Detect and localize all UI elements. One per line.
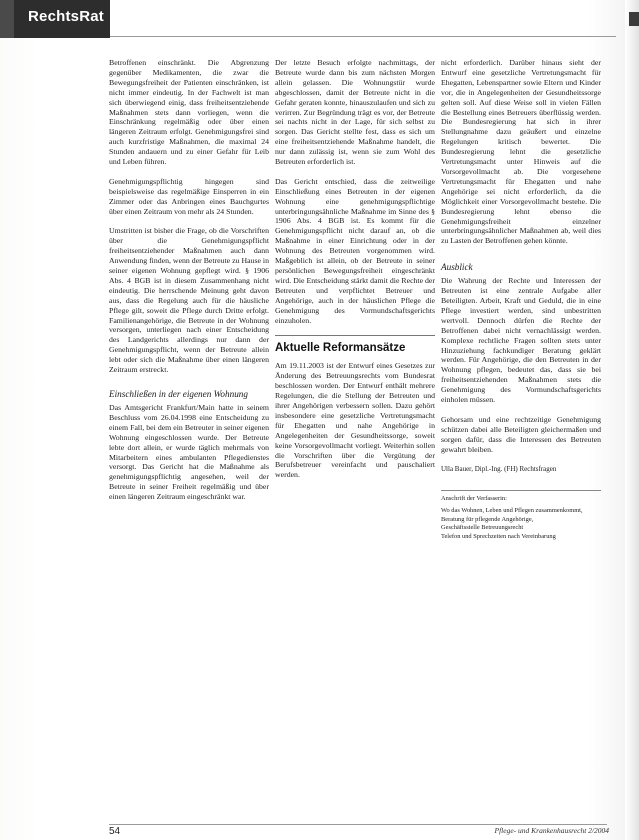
paragraph: Gehorsam und eine rechtzeitige Genehmigung schützen dabei alle Beteiligten gleichermaßen und sorgen dafür, dass die Interessen des Betreuten gewahrt bleiben. bbox=[441, 414, 601, 454]
paragraph: Die Wahrung der Rechte und Interessen der Betreuten ist eine zentrale Aufgabe aller Beteiligten. Arbeit, Kraft und Geduld, die in eine Pflege investiert werden, sind unbestritten wertvoll. Dennoch dürfen die Rechte der Betroffenen dabei nicht vernachlässigt werden. Komplexe rechtliche Fragen sollten stets unter Hinzuziehung fachkundiger Beratung geklärt werden. Für Angehörige, die den Betreuten in der Wohnung pflegen, bedeutet das, dass sie bei freiheitsentziehenden Maßnahmen stets die Genehmigung des Vormundschaftsgerichts einholen müssen. bbox=[441, 276, 601, 405]
paragraph: Das Amtsgericht Frankfurt/Main hatte in seinem Beschluss vom 26.04.1998 eine Entscheidung zu einem Fall, bei dem ein Betreuter in seiner eigenen Wohnung eingeschlossen wurde. Der Betreute lebte dort allein, er wurde täglich mehrmals von Mitarbeitern eines ambulanten Pflegedienstes versorgt. Das Gericht hat die Maßnahme als genehmigungspflichtig angesehen, weil der Betreute in seiner Freiheit regelmäßig und über einen längeren Zeitraum eingeschränkt war. bbox=[109, 402, 269, 502]
footnote-line: Beratung für pflegende Angehörige, bbox=[441, 515, 534, 523]
footnote-line: Telefon und Sprechzeiten nach Vereinbarung bbox=[441, 532, 556, 540]
footer-rule bbox=[109, 824, 607, 825]
paragraph: Umstritten ist bisher die Frage, ob die Vorschriften über die Genehmigungspflicht freiheitsentziehender Maßnahmen auch dann Anwendung finden, wenn der Betreute zu Hause in seiner eigenen Wohnung gepflegt wird. § 1906 Abs. 4 BGB ist in diesem Zusammenhang nicht eindeutig. Die herrschende Meinung geht davon aus, dass die Regelung auch für die häusliche Pflege gilt, soweit die Pflege durch Dritte erfolgt. Familienangehörige, die Betreute in der Wohnung versorgen, unterliegen nach einer Entscheidung des Landgerichts allerdings nur dann der Genehmigungspflicht, wenn der Betreute allein lebt oder sich die Maßnahme über einen längeren Zeitraum erstreckt. bbox=[109, 226, 269, 375]
text-column-2 bbox=[275, 58, 435, 490]
text-column-3 bbox=[441, 58, 601, 541]
header-accent-bar bbox=[0, 0, 14, 38]
paragraph: Genehmigungspflichtig hingegen sind beispielsweise das regelmäßige Einsperren in ein Zimmer oder das Anbringen eines Bauchgurtes über einen Zeitraum von mehr als 24 Stunden. bbox=[109, 176, 269, 216]
paragraph: Betroffenen einschränkt. Die Abgrenzung gegenüber Medikamenten, die zwar die Bewegungsfreiheit der Patienten einschränken, ist nicht immer eindeutig. In der Fachwelt ist man sich überwiegend einig, dass freiheitsentziehende Maßnahmen stets dann vorliegen, wenn die Einschränkung regelmäßig oder über einen längeren Zeitraum erfolgt. Genehmigungsfrei sind auch kurzfristige Maßnahmen, die maximal 24 Stunden andauern und zu einer Gefahr für Leib und Leben führen. bbox=[109, 58, 269, 167]
section-header-tab bbox=[0, 0, 110, 38]
paragraph: nicht erforderlich. Darüber hinaus sieht der Entwurf eine gesetzliche Vertretungsmacht für Ehegatten, Lebenspartner sowie Eltern und Kinder vor, die in Angelegenheiten der Gesundheitssorge gelten soll. Auf diese Weise soll in vielen Fällen die Bestellung eines Betreuers überflüssig werden. Die Bundesregierung hat sich in ihrer Stellungnahme dazu geäußert und einzelne Regelungen kritisch bewertet. Die Bundesregierung lehnt die gesetzliche Vertretungsmacht unter Hinweis auf die Vorsorgevollmacht ab. Die vorgesehene Vertretungsmacht für Ehegatten und nahe Angehörige sei nicht erforderlich, da die Möglichkeit einer Vorsorgevollmacht bestehe. Die Bundesregierung lehnt ebenso die Genehmigungsfreiheit einzelner unterbringungsähnlicher Maßnahmen ab, weil dies zu Lasten der Betroffenen gehen könnte. bbox=[441, 58, 601, 246]
footnote-line: Wo das Wohnen, Leben und Pflegen zusammenkommt, bbox=[441, 507, 583, 515]
page-number: 54 bbox=[109, 826, 121, 837]
header-rule bbox=[110, 36, 616, 37]
page-edge-shadow bbox=[625, 0, 639, 840]
paragraph: Am 19.11.2003 ist der Entwurf eines Gesetzes zur Änderung des Betreuungsrechts vom Bundesrat beschlossen worden. Der Entwurf enthält mehrere Regelungen, die die Stellung der Betreuten und ihrer Angehörigen verbessern sollen. Dazu gehört insbesondere eine gesetzliche Vertretungsmacht für Ehegatten und nahe Angehörige in Angelegenheiten der Gesundheitssorge, soweit keine Vorsorgevollmacht vorliegt. Weiterhin sollen die Vorschriften über die Vergütung der Berufsbetreuer vereinfacht und pauschaliert werden. bbox=[275, 361, 435, 480]
author-footnote bbox=[441, 490, 601, 542]
paragraph: Das Gericht entschied, dass die zeitweilige Einschließung eines Betreuten in der eigenen Wohnung eine genehmigungspflichtige unterbringungsähnliche Maßnahme im Sinne des § 1906 Abs. 4 BGB ist. Es kommt für die Genehmigungspflicht nicht darauf an, ob die Maßnahme in einer Einrichtung oder in der Wohnung des Betreuten vorgenommen wird. Maßgeblich ist allein, ob der Betreute in seiner persönlichen Bewegungsfreiheit eingeschränkt wird. Die Entscheidung stärkt damit die Rechte der Betreuten und verpflichtet Betreuer und Angehörige, auch in der häuslichen Pflege die Genehmigung des Vormundschaftsgerichts einzuholen. bbox=[275, 176, 435, 325]
paragraph: Der letzte Besuch erfolgte nachmittags, der Betreute wurde dann bis zum nächsten Morgen allein gelassen. Die Wohnungstür wurde abgeschlossen, damit der Betreute nicht in die Gefahr geraten konnte, hinauszulaufen und sich zu verirren. Zur Begründung trägt es vor, der Betreute sei nachts nicht in der Lage, für sich selbst zu sorgen. Das Gericht stellte fest, dass es sich um eine freiheitsentziehende Maßnahme handelt, die nur dann zulässig ist, wenn sie zum Wohl des Betreuten erforderlich ist. bbox=[275, 58, 435, 167]
thumb-index-mark bbox=[629, 12, 639, 26]
subheading: Ausblick bbox=[441, 262, 473, 273]
journal-name: Pflege- und Krankenhausrecht 2/2004 bbox=[494, 826, 609, 835]
text-column-1 bbox=[109, 58, 269, 512]
section-title: RechtsRat bbox=[28, 8, 104, 25]
subheading: Einschließen in der eigenen Wohnung bbox=[109, 388, 248, 399]
footnote-line: Geschäftsstelle Betreuungsrecht bbox=[441, 524, 524, 532]
author-credit: Ulla Bauer, Dipl.-Ing. (FH) Rechtsfragen bbox=[441, 464, 557, 473]
section-heading: Aktuelle Reformansätze bbox=[275, 335, 435, 355]
footnote-title: Anschrift der Verfasserin: bbox=[441, 494, 507, 502]
